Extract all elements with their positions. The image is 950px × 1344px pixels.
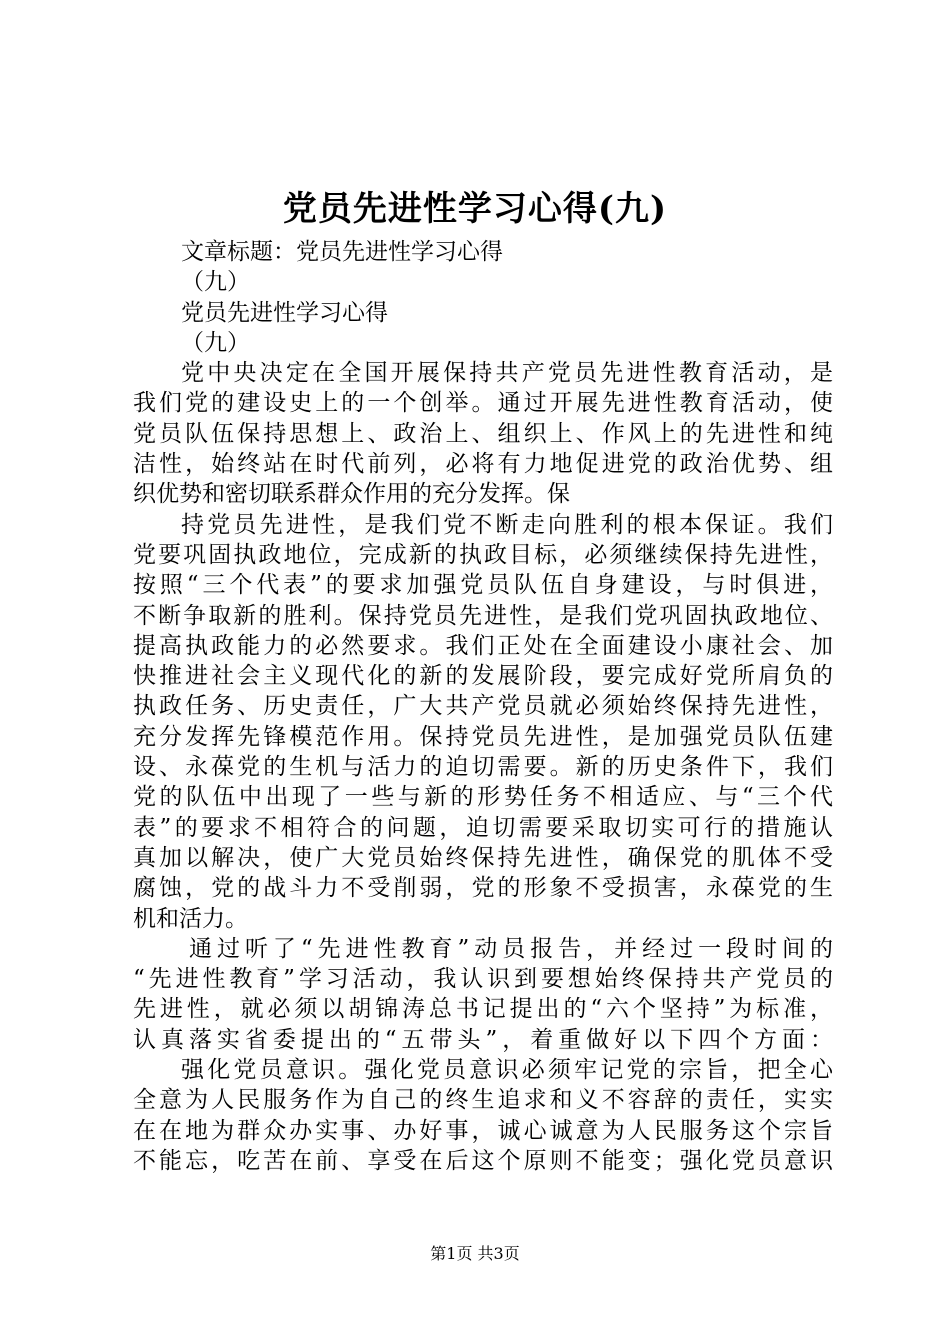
text-line: 执政任务、历史责任，广大共产党员就必须始终保持先进性， [133, 693, 833, 720]
text-line: 党要巩固执政地位，完成新的执政目标，必须继续保持先进性， [133, 541, 833, 568]
text-line: 机和活力。 [133, 905, 248, 932]
text-line: 腐蚀，党的战斗力不受削弱，党的形象不受损害，永葆党的生 [133, 875, 833, 902]
text-line: 持党员先进性，是我们党不断走向胜利的根本保证。我们 [181, 511, 833, 538]
text-line: 党员队伍保持思想上、政治上、组织上、作风上的先进性和纯 [133, 420, 833, 447]
document-body [133, 237, 833, 1176]
text-line: 真加以解决，使广大党员始终保持先进性，确保党的肌体不受 [133, 844, 833, 871]
text-line: 强化党员意识。强化党员意识必须牢记党的宗旨，把全心 [181, 1057, 833, 1084]
text-line: 洁性，始终站在时代前列，必将有力地促进党的政治优势、组 [133, 451, 833, 478]
text-line: 通过听了“先进性教育”动员报告，并经过一段时间的 [189, 935, 833, 962]
text-line: 党中央决定在全国开展保持共产党员先进性教育活动，是 [181, 360, 833, 387]
text-line: 党员先进性学习心得 [181, 299, 388, 326]
text-line: 表”的要求不相符合的问题，迫切需要采取切实可行的措施认 [133, 814, 833, 841]
text-line: 在在地为群众办实事、办好事，诚心诚意为人民服务这个宗旨 [133, 1117, 833, 1144]
page-footer: 第1页 共3页 [430, 1244, 520, 1263]
text-line: 认真落实省委提出的“五带头”，着重做好以下四个方面： [133, 1026, 833, 1053]
text-line: 先进性，就必须以胡锦涛总书记提出的“六个坚持”为标准， [133, 996, 833, 1023]
text-line: “先进性教育”学习活动，我认识到要想始终保持共产党员的 [133, 966, 833, 993]
text-line: 我们党的建设史上的一个创举。通过开展先进性教育活动，使 [133, 390, 833, 417]
text-line: 提高执政能力的必然要求。我们正处在全面建设小康社会、加 [133, 632, 833, 659]
text-line: 设、永葆党的生机与活力的迫切需要。新的历史条件下，我们 [133, 754, 833, 781]
text-line: 文章标题：党员先进性学习心得 [181, 239, 503, 265]
text-line: 不能忘，吃苦在前、享受在后这个原则不能变；强化党员意识 [133, 1147, 833, 1174]
text-line: 不断争取新的胜利。保持党员先进性，是我们党巩固执政地位、 [133, 602, 833, 629]
document-title: 党员先进性学习心得(九) [282, 189, 668, 229]
text-line: 按照“三个代表”的要求加强党员队伍自身建设，与时俱进， [133, 572, 833, 599]
text-line: 充分发挥先锋模范作用。保持党员先进性，是加强党员队伍建 [133, 723, 833, 750]
text-line: （九） [181, 269, 250, 296]
text-line: 全意为人民服务作为自己的终生追求和义不容辞的责任，实实 [133, 1087, 833, 1114]
text-line: （九） [181, 329, 250, 356]
text-line: 党的队伍中出现了一些与新的形势任务不相适应、与“三个代 [133, 784, 833, 811]
text-line: 织优势和密切联系群众作用的充分发挥。保 [133, 481, 570, 508]
text-line: 快推进社会主义现代化的新的发展阶段，要完成好党所肩负的 [133, 663, 833, 690]
